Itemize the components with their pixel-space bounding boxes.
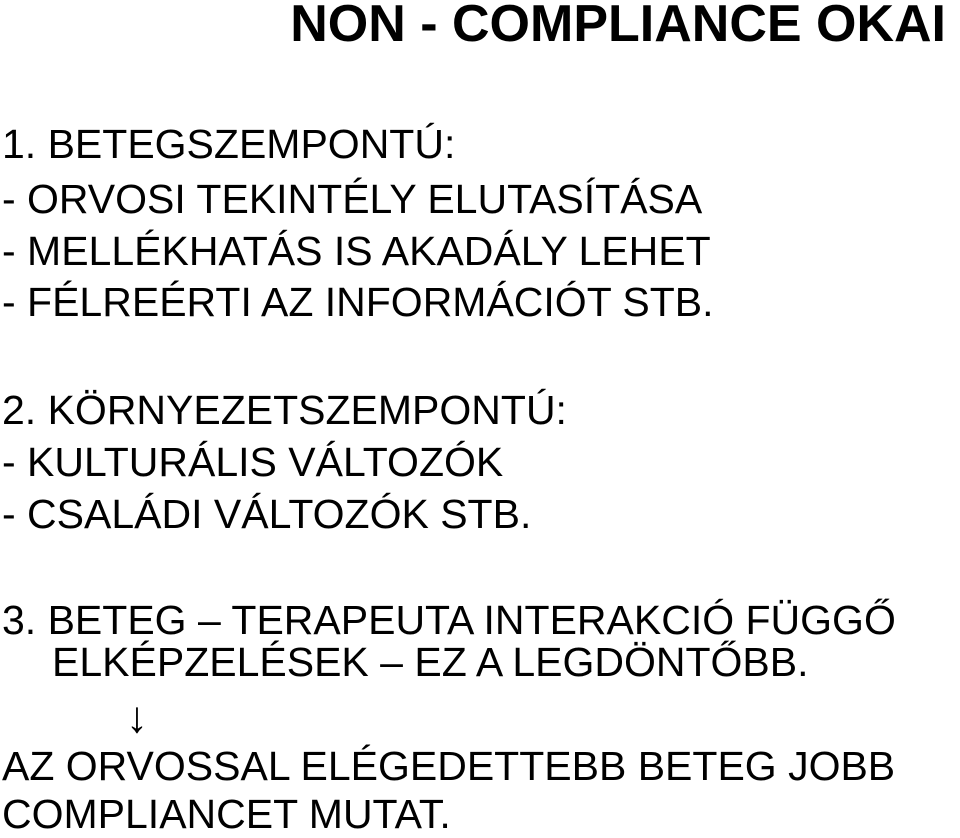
section1-item-3: - FÉLREÉRTI AZ INFORMÁCIÓT STB. [2, 279, 714, 325]
conclusion-line-1: AZ ORVOSSAL ELÉGEDETTEBB BETEG JOBB [2, 743, 896, 789]
section3-heading: 3. BETEG – TERAPEUTA INTERAKCIÓ FÜGGŐ [2, 597, 896, 643]
section1-heading: 1. BETEGSZEMPONTÚ: [2, 121, 456, 167]
section3-continuation: ELKÉPZELÉSEK – EZ A LEGDÖNTŐBB. [52, 639, 809, 685]
section2-item-1: - KULTURÁLIS VÁLTOZÓK [2, 439, 504, 485]
conclusion-line-2: COMPLIANCET MUTAT. [2, 791, 451, 837]
page-title: NON - COMPLIANCE OKAI [290, 0, 946, 53]
down-arrow-icon: ↓ [126, 693, 148, 742]
section2-item-2: - CSALÁDI VÁLTOZÓK STB. [2, 491, 532, 537]
section1-item-2: - MELLÉKHATÁS IS AKADÁLY LEHET [2, 228, 711, 274]
section1-item-1: - ORVOSI TEKINTÉLY ELUTASÍTÁSA [2, 176, 703, 222]
section2-heading: 2. KÖRNYEZETSZEMPONTÚ: [2, 387, 567, 433]
